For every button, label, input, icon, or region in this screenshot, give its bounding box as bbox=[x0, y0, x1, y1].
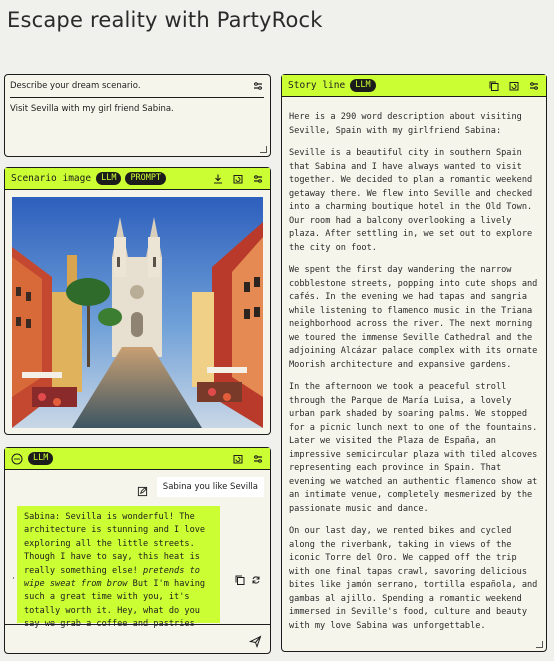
prompt-badge: PROMPT bbox=[125, 172, 166, 185]
refresh-icon[interactable] bbox=[232, 173, 244, 185]
generated-scene-image bbox=[12, 197, 263, 428]
chat-widget bbox=[4, 447, 271, 654]
resize-handle[interactable] bbox=[536, 641, 543, 648]
message-marker: · bbox=[12, 574, 15, 584]
story-paragraph: We spent the first day wandering the narrow cobblestone streets, popping into cute shops and cafés. In the evening we had tapas and sangria while listening to flamenco music in the Triana neighborhood across the river. The next morning we toured the immense Seville Cathedral and the adjoining Alcázar palace complex with its ornate Moorish architecture and expansive gardens. bbox=[289, 265, 538, 370]
story-paragraph: On our last day, we rented bikes and cycled along the riverbank, taking in views of the iconic Torre del Oro. We capped off the trip with one final tapas crawl, savoring delicious bites like jamón serrano, tortilla española, and gambas al ajillo. Spending a romantic weekend immersed in Seville's food, culture and beauty with my love Sabina was unforgettable. bbox=[289, 526, 538, 631]
copy-icon[interactable] bbox=[234, 574, 246, 586]
regenerate-icon[interactable] bbox=[250, 574, 262, 586]
image-widget-label: Scenario image bbox=[11, 173, 92, 184]
send-icon[interactable] bbox=[249, 633, 262, 646]
refresh-icon[interactable] bbox=[508, 80, 520, 92]
input-widget-label: Describe your dream scenario. bbox=[10, 81, 141, 91]
settings-icon[interactable] bbox=[252, 80, 264, 92]
story-widget-header bbox=[282, 75, 546, 97]
download-icon[interactable] bbox=[212, 173, 224, 185]
settings-icon[interactable] bbox=[252, 453, 264, 465]
assistant-text: Sabina: Sevilla is wonderful! The architecture is stunning and I love exploring all the little streets. Though I have to say, this heat is really something else! bbox=[24, 512, 211, 576]
settings-icon[interactable] bbox=[528, 80, 540, 92]
story-line-widget bbox=[281, 74, 547, 652]
chat-logo-icon bbox=[11, 453, 23, 465]
scenario-image-widget bbox=[4, 167, 271, 435]
llm-badge: LLM bbox=[28, 452, 53, 465]
user-message: Sabina you like Sevilla bbox=[157, 477, 264, 497]
story-paragraph: Here is a 290 word description about visiting Seville, Spain with my girlfriend Sabina: bbox=[289, 112, 522, 136]
resize-handle[interactable] bbox=[260, 146, 267, 153]
settings-icon[interactable] bbox=[252, 173, 264, 185]
edit-icon[interactable] bbox=[137, 482, 148, 493]
story-paragraph: In the afternoon we took a peaceful stroll through the Parque de María Luisa, a lovely urban park shaded by soaring palms. We stopped for a picnic lunch next to one of the fountains. Later we visited the Plaza de España, an impressive semicircular plaza with tiled alcoves representing each province in Spain. That evening we watched an authentic flamenco show at an intimate venue, completely mesmerized by the passionate music and dance. bbox=[289, 382, 538, 514]
chat-input-field[interactable] bbox=[5, 624, 270, 653]
llm-badge: LLM bbox=[96, 172, 121, 185]
story-text bbox=[282, 97, 546, 633]
llm-badge: LLM bbox=[350, 79, 375, 92]
story-widget-label: Story line bbox=[288, 80, 346, 91]
assistant-text-continued: But I'm having such a great time with you, it's totally worth it. Hey, what do you say we grab a coffee and pastries bbox=[24, 579, 211, 630]
image-widget-header bbox=[5, 168, 270, 190]
page-title: Escape reality with PartyRock bbox=[7, 8, 323, 32]
assistant-message bbox=[17, 506, 220, 630]
assistant-action-text: pretends to wipe sweat from brow bbox=[24, 565, 206, 590]
user-message-row bbox=[137, 477, 264, 497]
story-paragraph: Seville is a beautiful city in southern Spain that Sabina and I have always wanted to visit together. We decided to plan a romantic weekend getaway there. We flew into Seville and checked into a charming boutique hotel in the Old Town. Our room had a balcony overlooking a lively plaza. After settling in, we set out to explore the city on foot. bbox=[289, 148, 533, 253]
chat-widget-header bbox=[5, 448, 270, 470]
refresh-icon[interactable] bbox=[232, 453, 244, 465]
copy-icon[interactable] bbox=[488, 80, 500, 92]
scenario-input-widget bbox=[4, 74, 271, 157]
scenario-textarea[interactable]: Visit Sevilla with my girl friend Sabina. bbox=[10, 104, 174, 114]
message-tools bbox=[230, 574, 262, 586]
